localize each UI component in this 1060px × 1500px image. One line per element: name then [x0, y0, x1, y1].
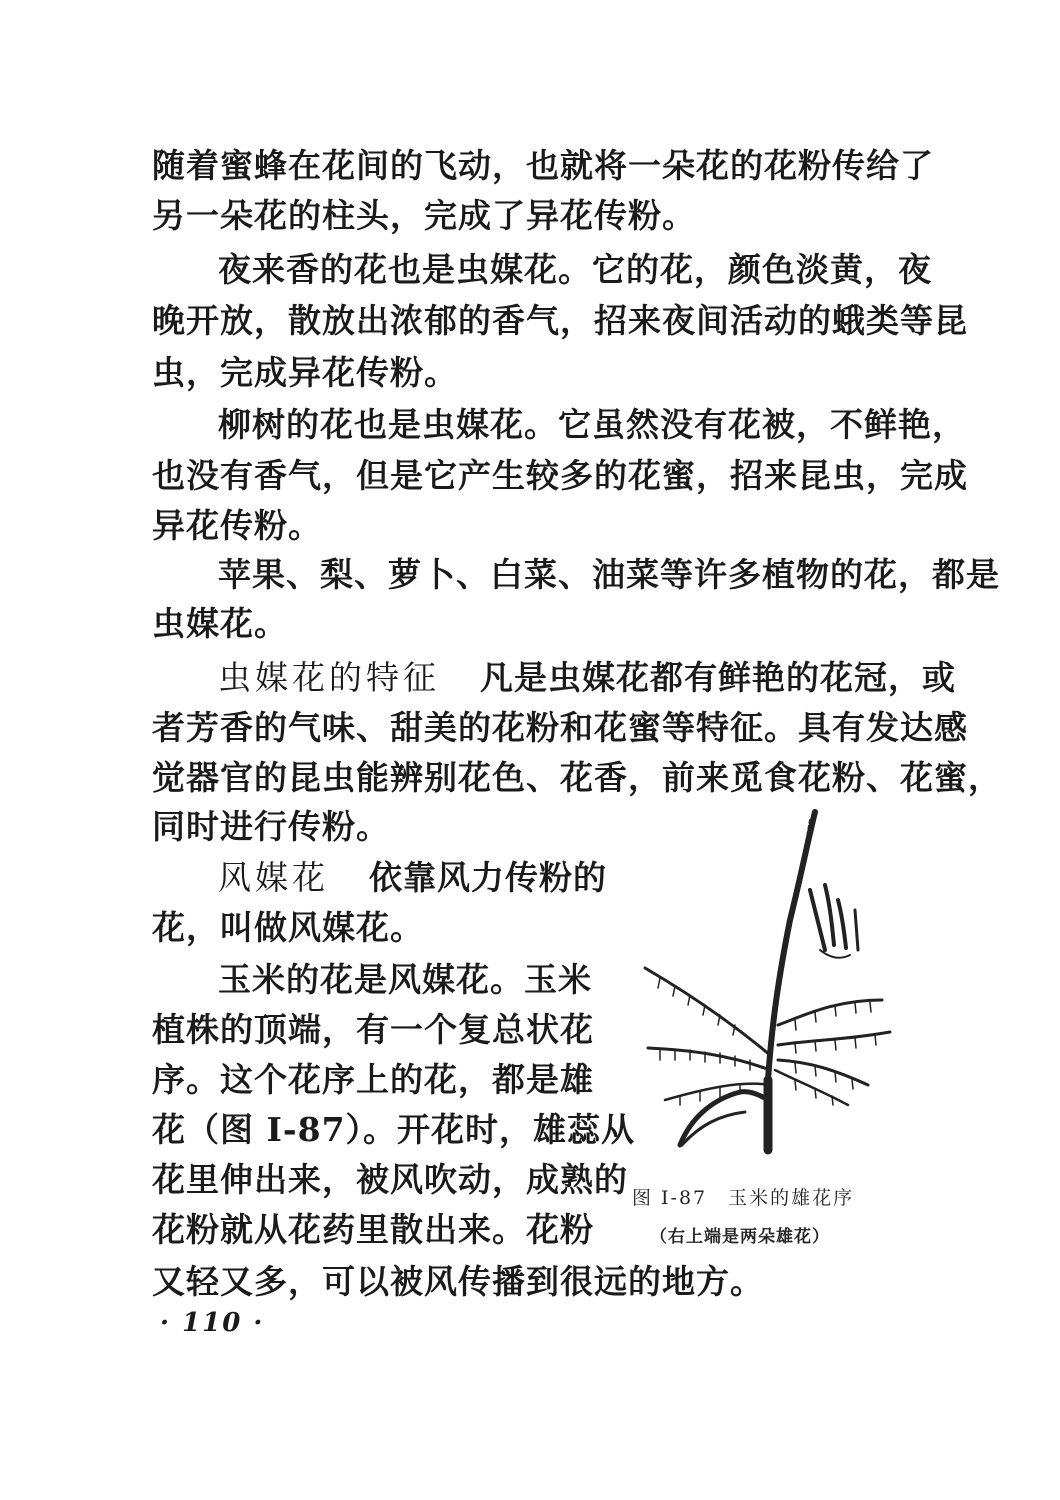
text-run: 凡是虫媒花都有鲜艳的花冠，或	[480, 658, 956, 697]
text-line	[218, 658, 956, 698]
text-line: 花里伸出来，被风吹动，成熟的	[152, 1160, 628, 1199]
text-run: 依靠风力传粉的	[369, 858, 607, 897]
section-heading: 风媒花	[218, 858, 329, 897]
text-line: 植株的顶端，有一个复总状花	[152, 1010, 594, 1049]
text-line: 者芳香的气味、甜美的花粉和花蜜等特征。具有发达感	[152, 708, 968, 747]
section-heading: 虫媒花的特征	[218, 658, 440, 697]
corn-tassel-illustration-icon	[620, 800, 920, 1170]
text-line: 觉器官的昆虫能辨别花色、花香，前来觅食花粉、花蜜，	[152, 758, 1002, 797]
text-line: 柳树的花也是虫媒花。它虽然没有花被，不鲜艳，	[218, 405, 966, 444]
text-line: 夜来香的花也是虫媒花。它的花，颜色淡黄，夜	[218, 250, 932, 289]
text-line: 花粉就从花药里散出来。花粉	[152, 1210, 594, 1249]
text-line: 苹果、梨、萝卜、白菜、油菜等许多植物的花，都是	[218, 555, 1000, 594]
text-line: 也没有香气，但是它产生较多的花蜜，招来昆虫，完成	[152, 456, 968, 495]
text-line: 异花传粉。	[152, 506, 322, 545]
text-line: 晚开放，散放出浓郁的香气，招来夜间活动的蛾类等昆	[152, 301, 968, 340]
figure-caption: 图 I-87 玉米的雄花序	[632, 1187, 855, 1209]
text-line: 另一朵花的柱头，完成了异花传粉。	[152, 196, 696, 235]
text-line: 花（图 I-87）。开花时，雄蕊从	[152, 1110, 636, 1149]
text-line: 同时进行传粉。	[152, 807, 390, 846]
text-line: 虫，完成异花传粉。	[152, 353, 458, 392]
text-line: 花，叫做风媒花。	[152, 908, 424, 947]
figure-subcaption: （右上端是两朵雄花）	[650, 1227, 830, 1247]
text-line: 又轻又多，可以被风传播到很远的地方。	[152, 1262, 764, 1301]
page-number: · 110 ·	[160, 1308, 265, 1338]
text-line: 随着蜜蜂在花间的飞动，也就将一朵花的花粉传给了	[152, 146, 934, 185]
text-line: 序。这个花序上的花，都是雄	[152, 1060, 594, 1099]
text-line	[218, 858, 607, 898]
text-line: 虫媒花。	[152, 604, 288, 643]
text-line: 玉米的花是风媒花。玉米	[218, 960, 592, 999]
